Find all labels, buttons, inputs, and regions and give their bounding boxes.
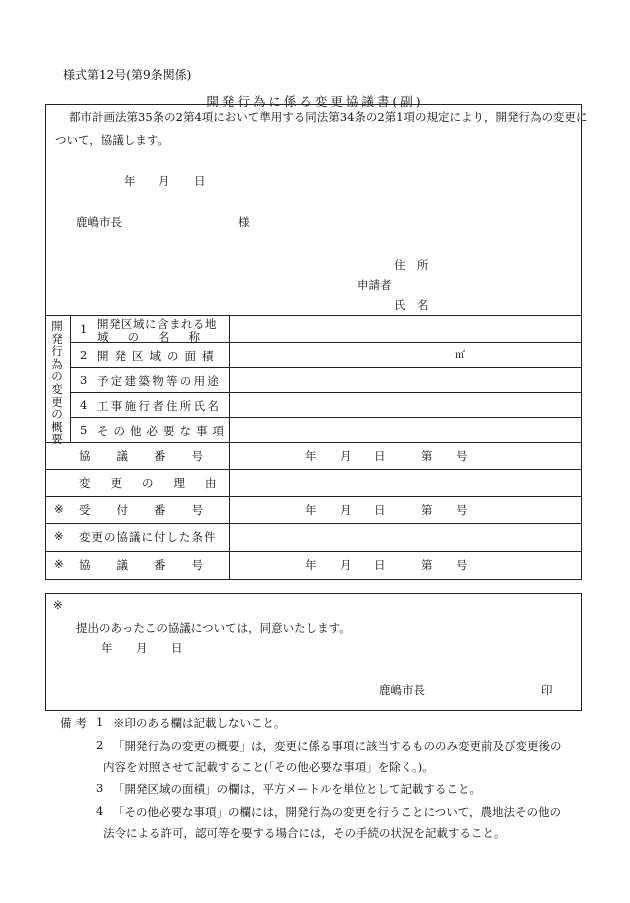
note-3-number: 3 (96, 781, 104, 795)
record-1-label: 協議番号 (79, 449, 229, 463)
note-2-line2: 内容を対照させて記載すること(「その他必要な事項」を除く。)。 (103, 760, 434, 774)
divider (70, 392, 582, 393)
summary-row-2-label: 開発区域の面積 (97, 349, 220, 363)
record-5-month: 月 (340, 558, 352, 572)
addressee-honorific: 様 (238, 215, 250, 229)
note-4-line2: 法令による許可，認可等を要する場合には，その手続の状況を記載すること。 (103, 826, 506, 840)
record-3-month: 月 (340, 503, 352, 517)
note-4-number: 4 (96, 804, 104, 818)
form-number: 様式第12号(第9条関係) (63, 68, 192, 82)
record-1-year: 年 (305, 449, 317, 463)
note-2-line1: 「開発行為の変更の概要」は，変更に係る事項に該当するもののみ変更前及び変更後の (113, 739, 562, 753)
summary-row-1-label-line2: 域の名称 (97, 330, 219, 344)
record-2-label: 変更の理由 (79, 476, 237, 490)
document-title: 開発行為に係る変更協議書(副) (206, 94, 424, 109)
summary-row-4-number: 4 (80, 398, 88, 412)
record-5-year: 年 (305, 558, 317, 572)
divider (45, 496, 582, 497)
applicant-address-label: 住 所 (394, 258, 429, 272)
date-month: 月 (158, 174, 170, 188)
record-3-no-suffix: 号 (456, 503, 468, 517)
applicant-name-label: 氏 名 (394, 298, 429, 312)
summary-row-5-number: 5 (80, 423, 88, 437)
record-4-label: 変更の協議に付した条件 (79, 530, 217, 544)
summary-row-5-label: その他必要な事項 (97, 424, 229, 438)
record-1-month: 月 (340, 449, 352, 463)
record-3-day: 日 (374, 503, 386, 517)
summary-row-2-number: 2 (80, 348, 88, 362)
divider (45, 523, 582, 524)
divider (70, 315, 71, 442)
area-unit: ㎡ (455, 350, 465, 361)
intro-line-2: ついて，協議します。 (55, 133, 169, 147)
note-2-number: 2 (96, 738, 104, 752)
record-3-no-label: 第 (421, 503, 433, 517)
record-3-year: 年 (305, 503, 317, 517)
divider (229, 315, 230, 580)
consent-mark: ※ (53, 598, 63, 612)
consent-day: 日 (171, 641, 183, 655)
record-5-day: 日 (374, 558, 386, 572)
divider (45, 442, 582, 443)
consent-seal: 印 (541, 683, 553, 697)
record-3-mark: ※ (54, 502, 64, 516)
consent-box (45, 593, 582, 711)
summary-row-1-number: 1 (80, 322, 88, 336)
date-day: 日 (194, 174, 206, 188)
record-1-no-suffix: 号 (456, 449, 468, 463)
record-5-no-suffix: 号 (456, 558, 468, 572)
note-1-text: ※印のある欄は記載しないこと。 (113, 716, 286, 730)
date-year: 年 (124, 174, 136, 188)
record-5-mark: ※ (54, 557, 64, 571)
consent-month: 月 (136, 641, 148, 655)
intro-line-1: 都市計画法第35条の2第4項において準用する同法第34条の2第1項の規定により，開発行為の変更に (69, 110, 588, 124)
note-3-text: 「開発区域の面積」の欄は，平方メートルを単位として記載すること。 (113, 782, 481, 796)
summary-row-3-number: 3 (80, 373, 88, 387)
note-4-line1: 「その他必要な事項」の欄には，開発行為の変更を行うことについて，農地法その他の (113, 805, 562, 819)
record-1-day: 日 (374, 449, 386, 463)
divider (45, 469, 582, 470)
summary-row-1-label-line1: 開発区域に含まれる地 (97, 317, 217, 331)
record-4-mark: ※ (54, 529, 64, 543)
consent-signer: 鹿嶋市長 (379, 683, 425, 697)
summary-vertical-label: 開発行為の変更の概要 (51, 319, 63, 447)
consent-year: 年 (101, 641, 113, 655)
divider (70, 417, 582, 418)
note-1-number: 1 (96, 715, 104, 729)
consent-text: 提出のあったこの協議については，同意いたします。 (76, 621, 351, 635)
record-3-label: 受付番号 (79, 503, 229, 517)
applicant-label: 申請者 (357, 278, 392, 292)
divider (70, 367, 582, 368)
summary-row-3-label: 予定建築物等の用途 (97, 374, 222, 388)
divider (45, 551, 582, 552)
record-1-no-label: 第 (421, 449, 433, 463)
record-5-no-label: 第 (421, 558, 433, 572)
summary-row-4-label: 工事施行者住所氏名 (97, 399, 222, 413)
addressee-name: 鹿嶋市長 (76, 215, 122, 229)
notes-heading: 備考 (60, 716, 91, 730)
record-5-label: 協議番号 (79, 558, 229, 572)
